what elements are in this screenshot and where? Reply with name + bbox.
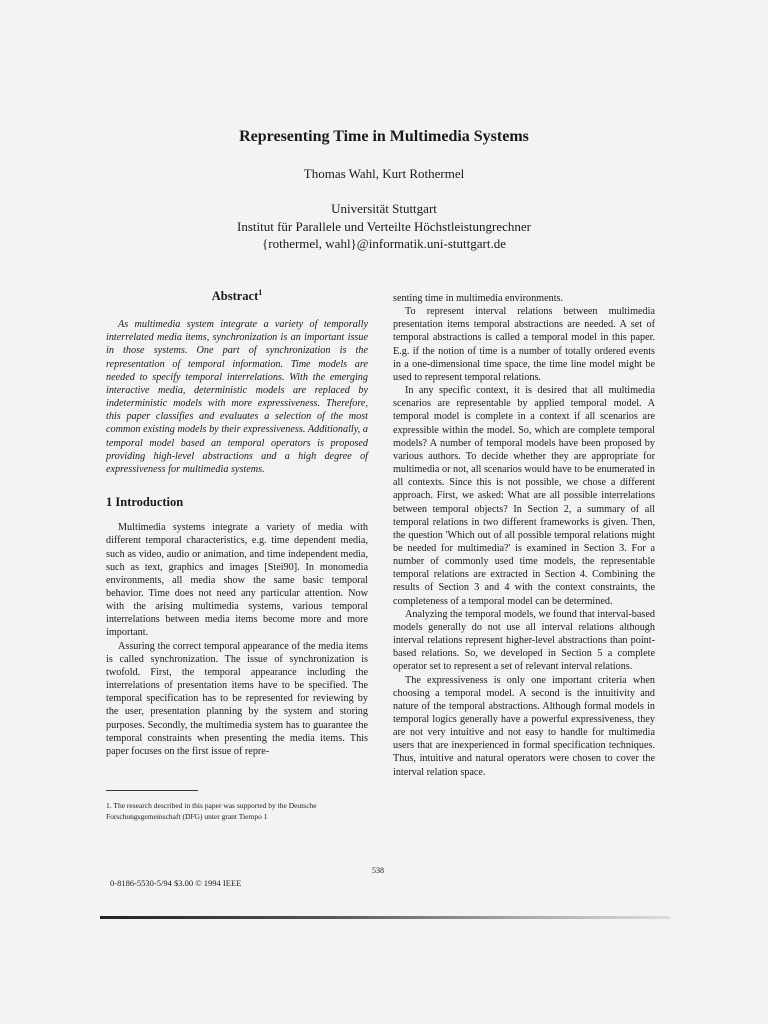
section-heading: 1 Introduction xyxy=(106,495,184,510)
abstract-heading: Abstract$^1$ xyxy=(211,287,263,303)
body-paragraph: The expressiveness is only one important criteria when choosing a temporal model. A second is the intuitivity and nature of the temporal abstractions. Although formal models in temporal logics generally have a powerful expressiveness, they are not very intuitive and not easy to handle for multimedia users that are inexperienced in formal specification techniques. Thus, intuitive and natural operators were chosen to cover the interval relation space. xyxy=(393,674,655,778)
abstract-text: As multimedia system integrate a variety of temporally interrelated media items, synchronization is an important issue in those systems. One part of synchronization is the representation of temporal information. Time models are needed to specify temporal interrelations. With the emerging interactive media, deterministic models are replaced by indeterministic models with more expressiveness. Therefore, this paper classifies and evaluates a selection of the most common existing models by their expressiveness. Additionally, a temporal model based an temporal operators is proposed providing high-level abstractions and a high degree of expressiveness for multimedia systems. xyxy=(106,319,368,475)
affiliation-university: Universität Stuttgart xyxy=(331,201,437,216)
footnote-marker: 1 xyxy=(258,287,263,297)
bottom-rule xyxy=(100,916,670,919)
paper-title: Representing Time in Multimedia Systems xyxy=(239,128,529,145)
right-column xyxy=(393,292,655,779)
affiliation-email: {rothermel, wahl}@informatik.uni-stuttgart.de xyxy=(262,236,506,251)
body-paragraph: Assuring the correct temporal appearance of the media items is called synchronization. The issue of synchronization is twofold. First, the temporal appearance including the interrelations of presentation items have to be specified. The temporal specification has to be represented for reviewing by the user, presentation planning by the system and storing purposes. Secondly, the multimedia system has to guarantee the temporal constraints when presenting the media items. This paper focuses on the first issue of repre- xyxy=(106,640,368,757)
body-paragraph: senting time in multimedia environments. xyxy=(393,293,564,304)
affiliation-institute: Institut für Parallele und Verteilte Höchstleistungrechner xyxy=(237,218,531,234)
body-paragraph: In any specific context, it is desired that all multimedia scenarios are representable by applied temporal model. A temporal model is complete in a context if all scenarios are expressible within the model. So, which are complete temporal models? A number of temporal models have been proposed by various authors. To decide whether they are appropriate for multimedia or not, all scenarios would have to be enumerated in all contexts. Since this is not possible, we chose a different approach. First, we asked: What are all possible interrelations between temporal objects? In Section 2, a summary of all temporal relations in two different frameworks is given. Then, the question 'Which out of all possible temporal relations might be needed for multimedia?' is examined in Section 3. For a number of commonly used time models, the representable temporal relations are extracted in Section 4. Combining the results of Section 3 and 4 with the context constraints, the completeness of a temporal model can be determined. xyxy=(393,385,655,607)
page-number: 538 xyxy=(372,866,384,875)
body-paragraph: Analyzing the temporal models, we found that interval-based models generally do not use all interval relations although interval relations represent higher-level abstractions than point-based relations. So, we developed in Section 5 a complete operator set to represent a set of relevant interval relations. xyxy=(393,608,655,673)
body-paragraph: To represent interval relations between multimedia presentation items temporal abstractions are needed. A set of temporal abstractions is called a temporal model in this paper. E.g. if the notion of time is a number of totally ordered events in a one-dimensional time space, the time line model might be used to represent temporal relations. xyxy=(393,306,655,383)
copyright-line: 0-8186-5530-5/94 $3.00 © 1994 IEEE xyxy=(110,878,242,888)
footnote: 1. The research described in this paper was supported by the Deutsche Forschungsgemeinschaft (DFG) unter grant Tiempo 1 xyxy=(106,801,317,821)
footnote-rule xyxy=(106,790,198,791)
paper-authors: Thomas Wahl, Kurt Rothermel xyxy=(303,166,465,181)
body-paragraph: Multimedia systems integrate a variety of media with different temporal characteristics, e.g. time dependent media, such as video, audio or animation, and time independent media, such as text, graphics and images [Stei90]. In monomedia environments, all media show the same basic temporal behavior. Time does not need any particular attention. Now with the arising multimedia systems, various temporal interrelations between media items become more and more important. xyxy=(106,522,368,639)
affiliation-block xyxy=(0,200,768,253)
left-column xyxy=(106,287,368,758)
